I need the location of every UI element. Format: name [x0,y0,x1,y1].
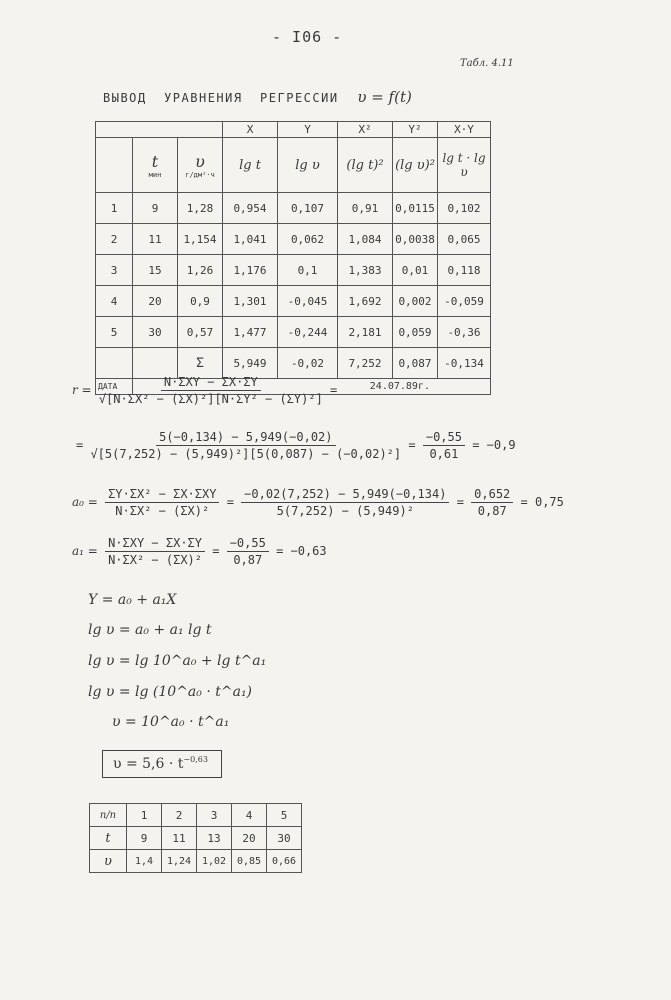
table-cell: 0,087 [393,348,438,379]
table-cell: 2 [162,804,197,827]
table-cell-empty [96,122,223,138]
fraction: $\frac{-0,55}{0,61}$ [423,430,465,461]
table-top-header: X [223,122,278,138]
table-header: υ [90,850,127,873]
table-cell: 5 [96,317,133,348]
table-cell: 7,252 [338,348,393,379]
table-cell: 1,041 [223,224,278,255]
table-top-header-row [96,122,491,138]
table-cell: 2 [96,224,133,255]
table-header: lg t [223,138,278,193]
table-cell: 0,065 [438,224,491,255]
table-cell: 1 [96,193,133,224]
regression-table [95,121,491,395]
table-cell: 1,301 [223,286,278,317]
table-cell: 1,383 [338,255,393,286]
table-top-header: Y² [393,122,438,138]
table-cell: 1,176 [223,255,278,286]
date-label: ДАТА [96,379,133,395]
table-header: lg υ [278,138,338,193]
table-cell: 9 [133,193,178,224]
table-header-row [96,138,491,193]
table-cell: -0,02 [278,348,338,379]
table-top-header: Y [278,122,338,138]
table-cell: 0,062 [278,224,338,255]
table-cell: 0,107 [278,193,338,224]
table-header-v: υ г/дм²·ч [178,138,223,193]
table-header-t: t мин [133,138,178,193]
sum-symbol: Σ [178,348,223,379]
table-row [96,224,491,255]
table-top-header: X·Y [438,122,491,138]
table-top-header: X² [338,122,393,138]
table-cell: 1,24 [162,850,197,873]
table-cell: 0,102 [438,193,491,224]
heading-text: ВЫВОД УРАВНЕНИЯ РЕГРЕССИИ [103,91,339,105]
derivation-line: lg υ = lg 10^a₀ + lg t^a₁ [88,653,267,669]
heading-formula: υ = f(t) [357,88,412,106]
table-cell: 0,0038 [393,224,438,255]
fraction: $\frac{-0,02(7,252) - 5,949(-0,134)}{\text{5(7,252) − (5,949)²}}$ [241,487,449,518]
table-cell: 9 [127,827,162,850]
a0-result: = 0,75 [520,495,564,509]
table-header: t [90,827,127,850]
table-cell: 1,26 [178,255,223,286]
derivation-line: lg υ = lg (10^a₀ · t^a₁) [88,684,253,700]
table-cell: 13 [197,827,232,850]
table-header: п/п [90,804,127,827]
table-cell: 0,118 [438,255,491,286]
table-cell: 4 [232,804,267,827]
table-cell: -0,045 [278,286,338,317]
fraction: $\frac{-0,55}{0,87}$ [227,536,269,567]
table-cell: 0,91 [338,193,393,224]
table-cell: 5 [267,804,302,827]
a1-formula: a₁ = $\frac{\text{N·ΣXY − ΣX·ΣY}}{\text{N·ΣX² − (ΣX)²}}$ = $\frac{-0,55}{0,87}$ = −0,63 [72,536,327,567]
fraction: $\frac{\text{ΣY·ΣX² − ΣX·ΣXY}}{\text{N·ΣX² − (ΣX)²}}$ [105,487,219,518]
table-row [90,804,302,827]
table-cell: 30 [267,827,302,850]
table-cell: 11 [162,827,197,850]
table-row [96,193,491,224]
table-cell: 1,154 [178,224,223,255]
table-cell [96,348,133,379]
table-cell: 0,85 [232,850,267,873]
page-heading [103,88,412,106]
correlation-formula: r = $\frac{\text{N·ΣXY − ΣX·ΣY}}{\text{√[N·ΣX² − (ΣX)²][N·ΣY² − (ΣY)²]}}$ = [72,375,338,406]
table-cell: 1,28 [178,193,223,224]
table-cell: 11 [133,224,178,255]
fraction: $\frac{5(-0,134) - 5,949(-0,02)}{\text{√[5(7,252) − (5,949)²][5(0,087) − (−0,02)²]}}$ [90,430,402,461]
table-cell: 30 [133,317,178,348]
date-value: 24.07.89г. [133,379,491,395]
table-row [96,317,491,348]
table-cell: 2,181 [338,317,393,348]
table-cell: 20 [133,286,178,317]
table-cell: 3 [197,804,232,827]
table-row [90,850,302,873]
fraction: $\frac{\text{N·ΣXY − ΣX·ΣY}}{\text{N·ΣX² − (ΣX)²}}$ [105,536,205,567]
table-cell: 0,0115 [393,193,438,224]
table-cell: 0,1 [278,255,338,286]
table-cell: 15 [133,255,178,286]
table-cell: -0,059 [438,286,491,317]
table-cell: 0,002 [393,286,438,317]
page-number: - I06 - [272,28,343,46]
table-cell: 0,9 [178,286,223,317]
table-row [96,286,491,317]
derivation-line: υ = 10^a₀ · t^a₁ [112,714,230,730]
table-cell: 5,949 [223,348,278,379]
table-header: (lg υ)² [393,138,438,193]
table-reference: Табл. 4.11 [460,58,514,69]
table-sum-row [96,348,491,379]
computed-values-table [89,803,302,873]
table-cell: 0,954 [223,193,278,224]
a0-formula: a₀ = $\frac{\text{ΣY·ΣX² − ΣX·ΣXY}}{\text{N·ΣX² − (ΣX)²}}$ = $\frac{-0,02(7,252) - 5,949(-0,134)}{\text{5(7,252) − (5,949)²}}$ = $\frac{0,652}{0,87}$ = 0,75 [72,487,564,518]
fraction: $\frac{0,652}{0,87}$ [471,487,513,518]
final-regression-equation: υ = 5,6 · t $^{-0,63}$ [102,750,222,778]
table-cell: -0,36 [438,317,491,348]
table-row [90,827,302,850]
table-cell: 4 [96,286,133,317]
table-cell: 0,059 [393,317,438,348]
table-cell: 0,57 [178,317,223,348]
derivation-line: Y = a₀ + a₁X [88,592,177,608]
table-cell: 1,477 [223,317,278,348]
table-header: lg t · lg υ [438,138,491,193]
formula-lhs: r = [72,383,92,397]
table-cell: -0,244 [278,317,338,348]
table-cell: 1,02 [197,850,232,873]
table-cell: 3 [96,255,133,286]
a1-result: = −0,63 [276,544,327,558]
table-cell [133,348,178,379]
fraction: $\frac{\text{N·ΣXY − ΣX·ΣY}}{\text{√[N·ΣX² − (ΣX)²][N·ΣY² − (ΣY)²]}}$ [98,375,323,406]
correlation-result: = −0,9 [472,438,516,452]
table-cell: 1,084 [338,224,393,255]
table-header: (lg t)² [338,138,393,193]
table-cell: 0,66 [267,850,302,873]
table-cell: -0,134 [438,348,491,379]
table-row [96,255,491,286]
table-cell: 1,4 [127,850,162,873]
derivation-line: lg υ = a₀ + a₁ lg t [88,622,212,638]
table-cell: 20 [232,827,267,850]
table-cell: 1 [127,804,162,827]
correlation-calculation: = $\frac{5(-0,134) - 5,949(-0,02)}{\text{√[5(7,252) − (5,949)²][5(0,087) − (−0,02)²]}}$ = $\frac{-0,55}{0,61}$ = −0,9 [76,430,516,461]
table-cell: 1,692 [338,286,393,317]
table-cell: 0,01 [393,255,438,286]
table-cell-empty [96,138,133,193]
